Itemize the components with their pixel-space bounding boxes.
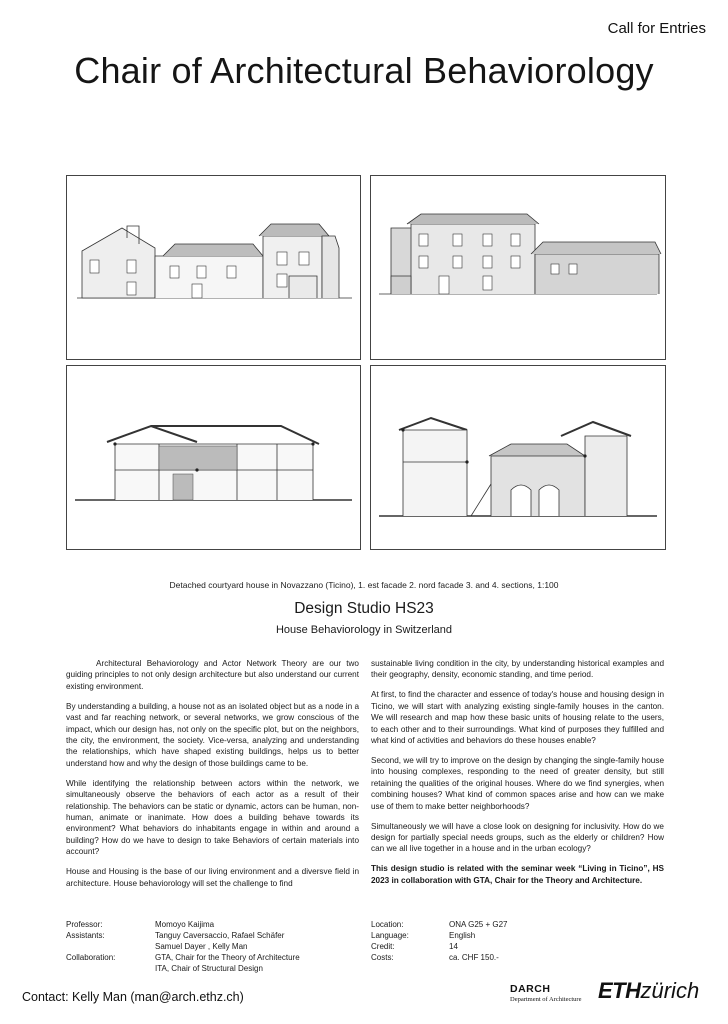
eth-logo bbox=[598, 978, 699, 1004]
paragraph: House and Housing is the base of our living environment and a diversve field in architecture. House behaviorology will set the challenge to find bbox=[66, 867, 359, 888]
highlight-paragraph: This design studio is related with the seminar week “Living in Ticino”, HS 2023 in collaboration with GTA, Chair for the Theory and Architecture. bbox=[371, 864, 664, 885]
east-facade-illustration bbox=[67, 176, 360, 359]
language-label: Language: bbox=[371, 931, 409, 940]
drawing-north-facade bbox=[370, 175, 666, 360]
paragraph: At first, to find the character and essence of today's house and housing design in Ticino, we will start with analyzing existing single-family houses in the canton. We will research and map how these basic units of housing relate to the users, to each other and to their surroundings. What kind of purposes they fulfilled and what kind of activities and behaviors do these houses enable? bbox=[371, 690, 664, 746]
body-column-left bbox=[66, 658, 359, 898]
assistants-label: Assistants: bbox=[66, 931, 105, 940]
paragraph: sustainable living condition in the city, by understanding historical examples and their geography, density, economic standing, and time period. bbox=[371, 659, 664, 680]
section-2-illustration bbox=[371, 366, 665, 549]
north-facade-illustration bbox=[371, 176, 665, 359]
section-1-illustration bbox=[67, 366, 360, 549]
location-value: ONA G25 + G27 bbox=[449, 920, 508, 929]
assistants-value-2: Samuel Dayer , Kelly Man bbox=[155, 942, 248, 951]
paragraph: Second, we will try to improve on the design by changing the single-family house into housing complexes, responding to the need of greater density, but still retaining the qualities of the original houses. Where do we find synergies, when combining houses? What kind of common spaces arise and how can we make use of them to make better neighborhoods? bbox=[371, 756, 664, 811]
location-label: Location: bbox=[371, 920, 404, 929]
darch-logo-text: DARCH bbox=[510, 983, 551, 995]
drawings-caption: Detached courtyard house in Novazzano (Ticino), 1. est facade 2. nord facade 3. and 4. sections, 1:100 bbox=[169, 580, 559, 590]
credit-label: Credit: bbox=[371, 942, 395, 951]
drawing-section-2 bbox=[370, 365, 666, 550]
info-row-location bbox=[371, 919, 661, 930]
info-row-professor bbox=[66, 919, 366, 930]
drawing-east-facade bbox=[66, 175, 361, 360]
darch-logo-subtitle: Department of Architecture bbox=[510, 996, 582, 1003]
eth-logo-zurich: zürich bbox=[640, 978, 700, 1003]
studio-subtitle: House Behaviorology in Switzerland bbox=[275, 624, 453, 636]
language-value: English bbox=[449, 931, 476, 940]
body-column-right bbox=[371, 658, 664, 895]
professor-label: Professor: bbox=[66, 920, 103, 929]
professor-value: Momoyo Kaijima bbox=[155, 920, 215, 929]
credit-value: 14 bbox=[449, 942, 458, 951]
info-row-assistants bbox=[66, 930, 366, 941]
collaboration-label: Collaboration: bbox=[66, 953, 116, 962]
info-row-credit bbox=[371, 941, 661, 952]
studio-title: Design Studio HS23 bbox=[294, 600, 434, 617]
paragraph: Architectural Behaviorology and Actor Network Theory are our two guiding principles to not only design architecture but also understand our current existing environment. bbox=[66, 659, 359, 691]
collaboration-value-2: ITA, Chair of Structural Design bbox=[155, 964, 263, 973]
info-row-language bbox=[371, 930, 661, 941]
assistants-value: Tanguy Caversaccio, Rafael Schäfer bbox=[155, 931, 285, 940]
paragraph: By understanding a building, a house not as an isolated object but as a node in a vast and far reaching network, or several networks, we grow conscious of the impact, which our design has, not only on the specific plot, but on the neighbors, the city, the environment, the society. Vice-versa, analyzing and understanding the relationships, which have shaped existing buildings, helps us to better understand how and why the design of those buildings came to be. bbox=[66, 701, 359, 768]
costs-label: Costs: bbox=[371, 953, 394, 962]
staff-info bbox=[66, 919, 366, 974]
info-row-collaboration-cont bbox=[66, 963, 366, 974]
paragraph: Simultaneously we will have a close look on designing for inclusivity. How do we design for partially special needs groups, such as the elderly or children? How can we all live together in a house and in the urban ecology? bbox=[371, 821, 664, 854]
course-info bbox=[371, 919, 661, 963]
darch-logo bbox=[510, 983, 581, 1003]
page-title: Chair of Architectural Behaviorology bbox=[74, 50, 654, 91]
info-row-costs bbox=[371, 952, 661, 963]
drawing-section-1 bbox=[66, 365, 361, 550]
contact-info: Contact: Kelly Man (man@arch.ethz.ch) bbox=[22, 990, 244, 1004]
costs-value: ca. CHF 150.- bbox=[449, 953, 499, 962]
collaboration-value: GTA, Chair for the Theory of Architecture bbox=[155, 953, 300, 962]
eth-logo-bold: ETH bbox=[598, 978, 641, 1003]
call-for-entries: Call for Entries bbox=[607, 20, 706, 37]
info-row-collaboration bbox=[66, 952, 366, 963]
paragraph: While identifying the relationship between actors within the network, we simultaneously observe the behaviors of each actor as a result of their relationship. The behaviors can be static or dynamic, actors can be human, non-human, animate or inanimate. How does a building behave towards its environment? What behaviors do inhabitants engage in within and around a building? How do we have to design to take Behaviors of certain materials into account? bbox=[66, 778, 359, 857]
info-row-assistants-cont bbox=[66, 941, 366, 952]
